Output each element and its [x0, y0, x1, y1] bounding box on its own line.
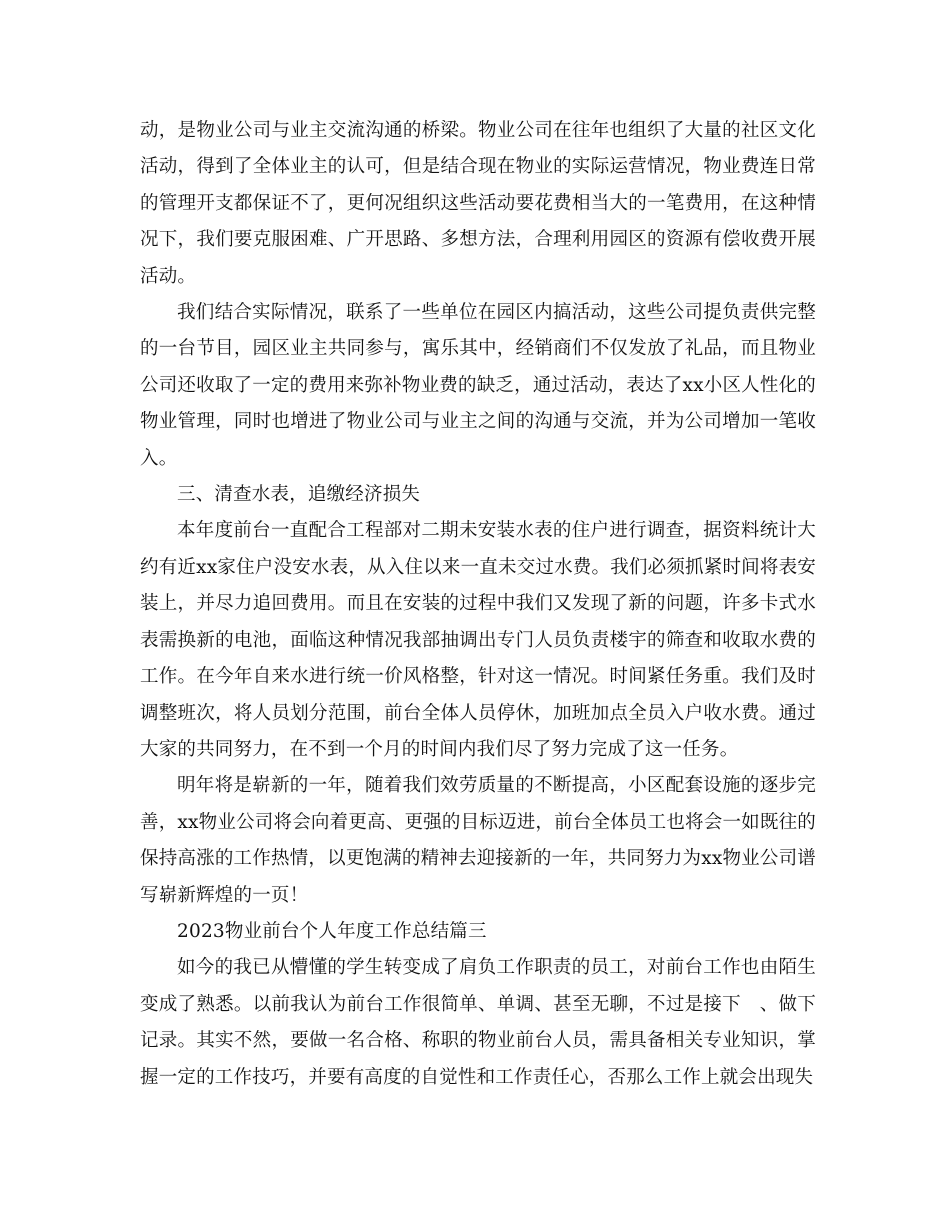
paragraph-reflection: 如今的我已从懵懂的学生转变成了肩负工作职责的员工，对前台工作也由陌生变成了熟悉。以前我认为前台工作很简单、单调、甚至无聊，不过是接下 、做下记录。其实不然，要做一名合格、称职的物业前台人员，需具备相关专业知识，掌握一定的工作技巧，并要有高度的自觉性和工作责任心，否那么工作上就会出现失 [140, 957, 816, 1088]
paragraph-next-year: 明年将是崭新的一年，随着我们效劳质量的不断提高，小区配套设施的逐步完善，xx物业公司将会向着更高、更强的目标迈进，前台全体员工也将会一如既往的保持高涨的工作热情，以更饱满的精神去迎接新的一年，共同努力为xx物业公司谱写崭新辉煌的一页！ [140, 775, 816, 906]
paragraph-continuation: 动，是物业公司与业主交流沟通的桥梁。物业公司在往年也组织了大量的社区文化活动，得到了全体业主的认可，但是结合现在物业的实际运营情况，物业费连日常的管理开支都保证不了，更何况组织这些活动要花费相当大的一笔费用，在这种情况下，我们要克服困难、广开思路、多想方法，合理利用园区的资源有偿收费开展活动。 [140, 120, 816, 287]
paragraph-water-meters: 本年度前台一直配合工程部对二期未安装水表的住户进行调查，据资料统计大约有近xx家住户没安水表，从入住以来一直未交过水费。我们必须抓紧时间将表安装上，并尽力追回费用。而且在安装的过程中我们又发现了新的问题，许多卡式水表需换新的电池，面临这种情况我部抽调出专门人员负责楼宇的筛查和收取水费的工作。在今年自来水进行统一价风格整，针对这一情况。时间紧任务重。我们及时调整班次，将人员划分范围，前台全体人员停休，加班加点全员入户收水费。通过大家的共同努力，在不到一个月的时间内我们尽了努力完成了这一任务。 [140, 520, 816, 760]
document-body [140, 113, 816, 1096]
paragraph-activities: 我们结合实际情况，联系了一些单位在园区内搞活动，这些公司提负责供完整的一台节目，园区业主共同参与，寓乐其中，经销商们不仅发放了礼品，而且物业公司还收取了一定的费用来弥补物业费的缺乏，通过活动，表达了xx小区人性化的物业管理，同时也增进了物业公司与业主之间的沟通与交流，并为公司增加一笔收入。 [140, 302, 816, 469]
section-heading-water-meters: 三、清查水表，追缴经济损失 [177, 484, 421, 506]
article-title-part-three: 2023物业前台个人年度工作总结篇三 [177, 920, 487, 942]
